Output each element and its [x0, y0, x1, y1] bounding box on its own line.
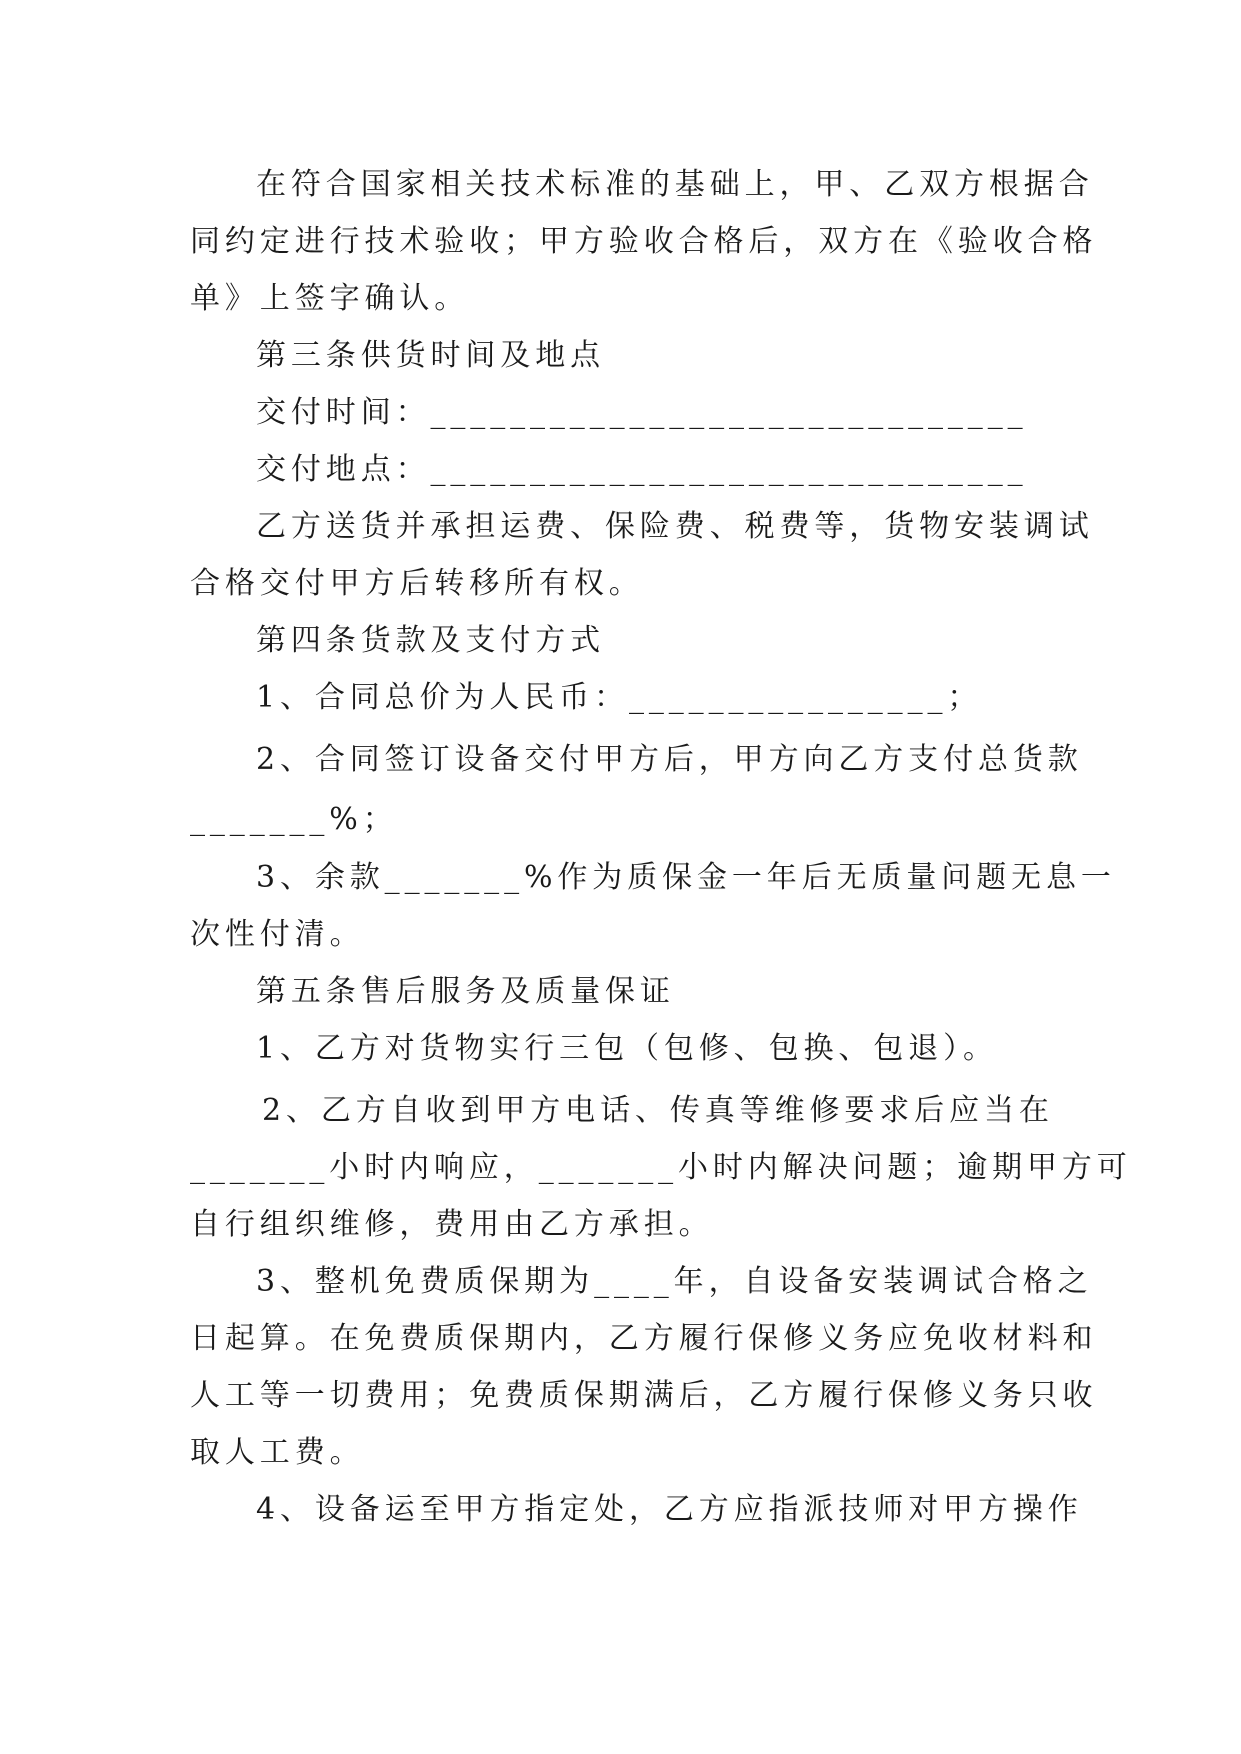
- payment-clause: 2、合同签订设备交付甲方后，甲方向乙方支付总货款: [256, 742, 1083, 777]
- total-price-clause: 1、合同总价为人民币：________________；: [256, 680, 983, 715]
- section-heading: 第三条供货时间及地点: [256, 338, 605, 373]
- paragraph-line: 合格交付甲方后转移所有权。: [190, 566, 644, 601]
- delivery-time-field: 交付时间：______________________________: [256, 395, 1028, 430]
- paragraph-line: 同约定进行技术验收；甲方验收合格后，双方在《验收合格: [190, 224, 1098, 259]
- delivery-location-field: 交付地点：______________________________: [256, 452, 1028, 487]
- payment-clause: _______%；: [190, 802, 398, 837]
- warranty-period-clause: 3、整机免费质保期为____年，自设备安装调试合格之: [256, 1264, 1093, 1299]
- retention-clause: 次性付清。: [190, 917, 365, 952]
- warranty-clause: 1、乙方对货物实行三包（包修、包换、包退）。: [256, 1031, 998, 1066]
- section-heading: 第四条货款及支付方式: [256, 623, 605, 658]
- paragraph-line: 单》上签字确认。: [190, 281, 470, 316]
- installation-clause: 4、设备运至甲方指定处，乙方应指派技师对甲方操作: [256, 1492, 1083, 1527]
- warranty-period-clause: 人工等一切费用；免费质保期满后，乙方履行保修义务只收: [190, 1378, 1098, 1413]
- paragraph-line: 乙方送货并承担运费、保险费、税费等，货物安装调试: [256, 509, 1094, 544]
- warranty-period-clause: 取人工费。: [190, 1435, 365, 1470]
- paragraph-line: 在符合国家相关技术标准的基础上，甲、乙双方根据合: [256, 167, 1094, 202]
- response-clause: 自行组织维修，费用由乙方承担。: [190, 1207, 714, 1242]
- response-clause: _______小时内响应，_______小时内解决问题；逾期甲方可: [190, 1150, 1132, 1185]
- retention-clause: 3、余款_______%作为质保金一年后无质量问题无息一: [256, 860, 1116, 895]
- warranty-period-clause: 日起算。在免费质保期内，乙方履行保修义务应免收材料和: [190, 1321, 1098, 1356]
- section-heading: 第五条售后服务及质量保证: [256, 974, 675, 1009]
- response-clause: 2、乙方自收到甲方电话、传真等维修要求后应当在: [262, 1093, 1054, 1128]
